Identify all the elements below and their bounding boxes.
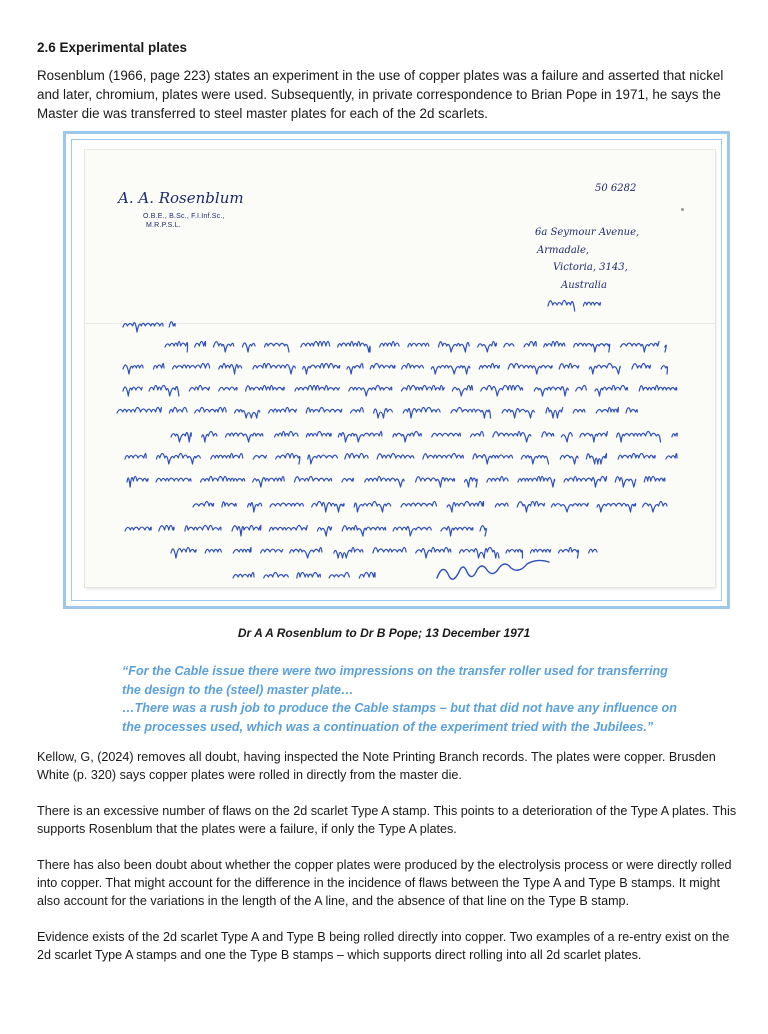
- handwritten-closing: [359, 573, 375, 579]
- handwritten-word: [219, 387, 237, 391]
- handwritten-word: [621, 342, 659, 353]
- handwritten-word: [615, 477, 635, 487]
- handwritten-salutation: [123, 323, 163, 332]
- handwritten-word: [665, 345, 666, 352]
- handwritten-word: [666, 454, 677, 460]
- handwritten-word: [639, 386, 676, 392]
- body-paragraph-flaws: There is an excessive number of flaws on the 2d scarlet Type A stamp. This points to a deterioration of the Type A plates. This supports Rosenblum that the plates were a failure, if only the Type A plates.: [37, 804, 737, 836]
- address-line-2: Armadale,: [537, 244, 590, 256]
- handwritten-word: [531, 549, 551, 553]
- handwritten-word: [232, 526, 261, 537]
- handwritten-word: [211, 454, 243, 460]
- handwritten-word: [632, 364, 651, 370]
- handwritten-word: [261, 549, 283, 553]
- handwritten-word: [171, 548, 196, 559]
- handwritten-word: [370, 364, 395, 370]
- signature: [437, 560, 549, 579]
- handwritten-word: [559, 364, 579, 370]
- handwritten-word: [431, 365, 470, 374]
- handwritten-word: [226, 433, 263, 442]
- handwritten-word: [374, 409, 393, 418]
- handwritten-word: [521, 455, 548, 464]
- handwritten-word: [451, 408, 491, 419]
- handwritten-word: [432, 433, 461, 437]
- handwritten-word: [672, 433, 677, 437]
- handwritten-closing: [264, 573, 289, 579]
- handwritten-word: [495, 503, 508, 507]
- handwritten-word: [189, 386, 209, 392]
- handwritten-word: [597, 503, 636, 512]
- handwritten-word: [270, 503, 303, 507]
- handwritten-word: [159, 526, 174, 532]
- handwritten-word: [481, 386, 523, 397]
- handwritten-word: [493, 432, 531, 443]
- quote-line: “For the Cable issue there were two impressions on the transfer roller used for transferring: [122, 664, 668, 678]
- handwritten-word: [276, 454, 300, 465]
- handwritten-word: [447, 502, 483, 513]
- address-line-1: 6a Seymour Avenue,: [535, 227, 640, 238]
- handwritten-word: [573, 409, 585, 413]
- handwritten-word: [595, 386, 627, 397]
- handwritten-word: [123, 365, 143, 374]
- handwritten-word: [253, 477, 285, 488]
- handwritten-word: [403, 408, 440, 419]
- handwritten-word: [586, 454, 606, 465]
- handwritten-word: [248, 503, 262, 512]
- handwritten-word: [308, 455, 338, 464]
- handwritten-word: [517, 502, 544, 513]
- handwritten-word: [127, 477, 148, 488]
- handwritten-word: [342, 526, 386, 537]
- address-line-3: Victoria, 3143,: [553, 262, 628, 273]
- handwritten-word: [351, 408, 364, 414]
- qualifications-line-2: M.R.P.S.L.: [146, 222, 181, 229]
- handwritten-word: [338, 342, 371, 353]
- handwritten-word: [219, 364, 242, 375]
- handwritten-word: [295, 386, 339, 392]
- handwritten-word: [506, 550, 522, 559]
- handwritten-word: [471, 432, 484, 438]
- handwritten-word: [564, 477, 607, 488]
- handwritten-word: [643, 502, 668, 513]
- qualifications-line-1: O.B.E., B.Sc., F.I.Inf.Sc.,: [143, 213, 225, 220]
- handwritten-closing: [297, 573, 321, 579]
- handwritten-word: [246, 386, 285, 392]
- handwritten-word: [149, 386, 179, 397]
- handwritten-word: [546, 408, 563, 419]
- handwritten-word: [349, 386, 392, 397]
- body-paragraph-evidence: Evidence exists of the 2d scarlet Type A and Type B being rolled directly into copper. Two examples of a re-entry exist on the 2d scarlet Type A stamps and one the Type B stamps – which supports direct rolling into all 2d scarlet plates.: [37, 930, 730, 962]
- handwritten-word: [402, 364, 424, 370]
- handwritten-word: [661, 366, 667, 374]
- intro-paragraph: Rosenblum (1966, page 223) states an experiment in the use of copper plates was a failure and asserted that nickel and later, chromium, plates were used. Subsequently, in private correspondence to Brian Pope in 1971, he says the Master die was transferred to steel master plates for each of the 2d scarlets.: [37, 68, 724, 121]
- handwritten-word: [235, 410, 260, 418]
- handwritten-word: [504, 343, 514, 347]
- handwritten-word: [195, 342, 206, 348]
- quote-line: …There was a rush job to produce the Cable stamps – but that did not have any influence on: [122, 701, 677, 715]
- handwritten-word: [253, 455, 266, 459]
- handwritten-word: [518, 477, 555, 488]
- handwritten-word: [195, 408, 227, 414]
- handwritten-word: [465, 478, 478, 487]
- handwritten-word: [377, 454, 414, 460]
- handwritten-word: [560, 455, 578, 464]
- handwritten-word: [117, 408, 161, 414]
- address-line-4: Australia: [561, 279, 607, 291]
- handwritten-word: [269, 408, 297, 414]
- handwritten-word: [544, 342, 565, 348]
- handwritten-word: [169, 408, 187, 414]
- quote-line: the processes used, which was a continuation of the experiment tried with the Jubilees.”: [122, 719, 654, 734]
- handwritten-word: [393, 432, 421, 443]
- handwritten-word: [193, 502, 214, 508]
- handwritten-word: [596, 408, 618, 414]
- letterhead-name: A. A. Rosenblum: [118, 189, 244, 207]
- handwritten-word: [439, 342, 470, 352]
- handwritten-word: [380, 342, 399, 348]
- handwritten-word: [154, 364, 165, 370]
- handwritten-word: [233, 548, 251, 554]
- handwritten-word: [171, 433, 191, 442]
- handwritten-word: [373, 548, 406, 554]
- handwritten-word: [301, 342, 330, 348]
- handwritten-word: [334, 548, 363, 559]
- handwritten-word: [576, 386, 587, 392]
- handwritten-word: [125, 527, 151, 531]
- handwritten-word: [202, 432, 217, 443]
- handwritten-word: [295, 477, 332, 483]
- handwritten-word: [416, 477, 455, 487]
- handwritten-word: [342, 478, 353, 482]
- handwritten-word: [201, 477, 245, 483]
- handwritten-word: [306, 432, 331, 438]
- handwritten-word: [441, 527, 473, 536]
- handwritten-word: [290, 548, 322, 559]
- handwritten-word: [270, 526, 308, 532]
- handwritten-closing: [329, 573, 349, 579]
- handwritten-word: [618, 454, 655, 460]
- handwritten-word: [617, 432, 661, 443]
- handwritten-word: [242, 343, 255, 352]
- handwritten-word: [479, 364, 499, 370]
- letterhead-phone: 50 6282: [595, 183, 637, 194]
- handwritten-word: [265, 343, 289, 352]
- handwritten-word: [312, 502, 344, 513]
- handwritten-word: [338, 432, 382, 443]
- handwritten-salutation: [169, 322, 175, 327]
- handwritten-word: [222, 502, 236, 507]
- handwritten-word: [165, 342, 188, 353]
- handwritten-word: [561, 433, 572, 442]
- handwritten-word: [125, 454, 146, 460]
- section-heading: 2.6 Experimental plates: [37, 40, 188, 55]
- handwritten-word: [423, 454, 463, 460]
- handwritten-date: [583, 302, 600, 306]
- handwritten-word: [303, 364, 340, 375]
- handwritten-word: [626, 408, 637, 413]
- handwritten-word: [365, 477, 404, 488]
- body-paragraph-electrolysis: There has also been doubt about whether the copper plates were produced by the electrolysis process or were directly rolled into copper. That might account for the difference in the incidence of flaws between the Type A and Type B stamps. It might also account for the variations in the length of the A line, and the absence of that line on the Type B stamp.: [37, 858, 732, 908]
- handwritten-word: [205, 549, 221, 553]
- handwritten-word: [416, 548, 451, 559]
- handwritten-word: [156, 478, 191, 482]
- handwritten-word: [173, 364, 210, 370]
- handwritten-word: [354, 502, 391, 513]
- handwritten-word: [214, 342, 234, 352]
- handwriting-ink: [85, 150, 715, 587]
- body-paragraph-kellow: Kellow, G, (2024) removes all doubt, having inspected the Note Printing Branch records. The plates were copper. Brusden White (p. 320) says copper plates were rolled in directly from the master die.: [37, 750, 716, 782]
- handwritten-word: [452, 386, 472, 397]
- handwritten-word: [275, 432, 298, 438]
- handwritten-word: [508, 364, 552, 375]
- handwritten-word: [347, 364, 363, 375]
- handwritten-word: [401, 502, 437, 508]
- handwritten-word: [306, 408, 342, 414]
- handwritten-word: [123, 387, 142, 396]
- handwritten-word: [589, 549, 597, 553]
- handwritten-word: [253, 364, 295, 375]
- handwritten-word: [542, 432, 554, 437]
- handwritten-word: [644, 477, 665, 483]
- handwritten-word: [185, 526, 221, 532]
- handwritten-word: [473, 454, 513, 464]
- handwritten-word: [534, 387, 568, 396]
- quote-line: the design to the (steel) master plate…: [122, 682, 354, 697]
- handwritten-word: [580, 432, 608, 443]
- handwritten-word: [478, 342, 497, 353]
- figure-caption: Dr A A Rosenblum to Dr B Pope; 13 December 1971: [237, 626, 531, 640]
- handwritten-word: [559, 548, 579, 559]
- handwritten-word: [589, 364, 620, 375]
- handwritten-word: [480, 526, 486, 536]
- handwritten-word: [460, 548, 500, 559]
- handwritten-date: [548, 301, 575, 312]
- handwritten-word: [502, 409, 534, 418]
- letter-quote: [122, 662, 722, 736]
- handwritten-word: [393, 527, 431, 536]
- handwritten-word: [552, 503, 589, 512]
- handwritten-word: [402, 386, 445, 392]
- handwritten-word: [156, 454, 200, 465]
- handwritten-word: [574, 343, 610, 352]
- handwritten-word: [318, 527, 332, 536]
- handwritten-word: [487, 477, 508, 483]
- handwritten-closing: [233, 573, 254, 579]
- handwritten-letter-image: [85, 150, 715, 587]
- handwritten-word: [408, 343, 429, 347]
- handwritten-word: [524, 342, 536, 348]
- handwritten-word: [345, 454, 368, 460]
